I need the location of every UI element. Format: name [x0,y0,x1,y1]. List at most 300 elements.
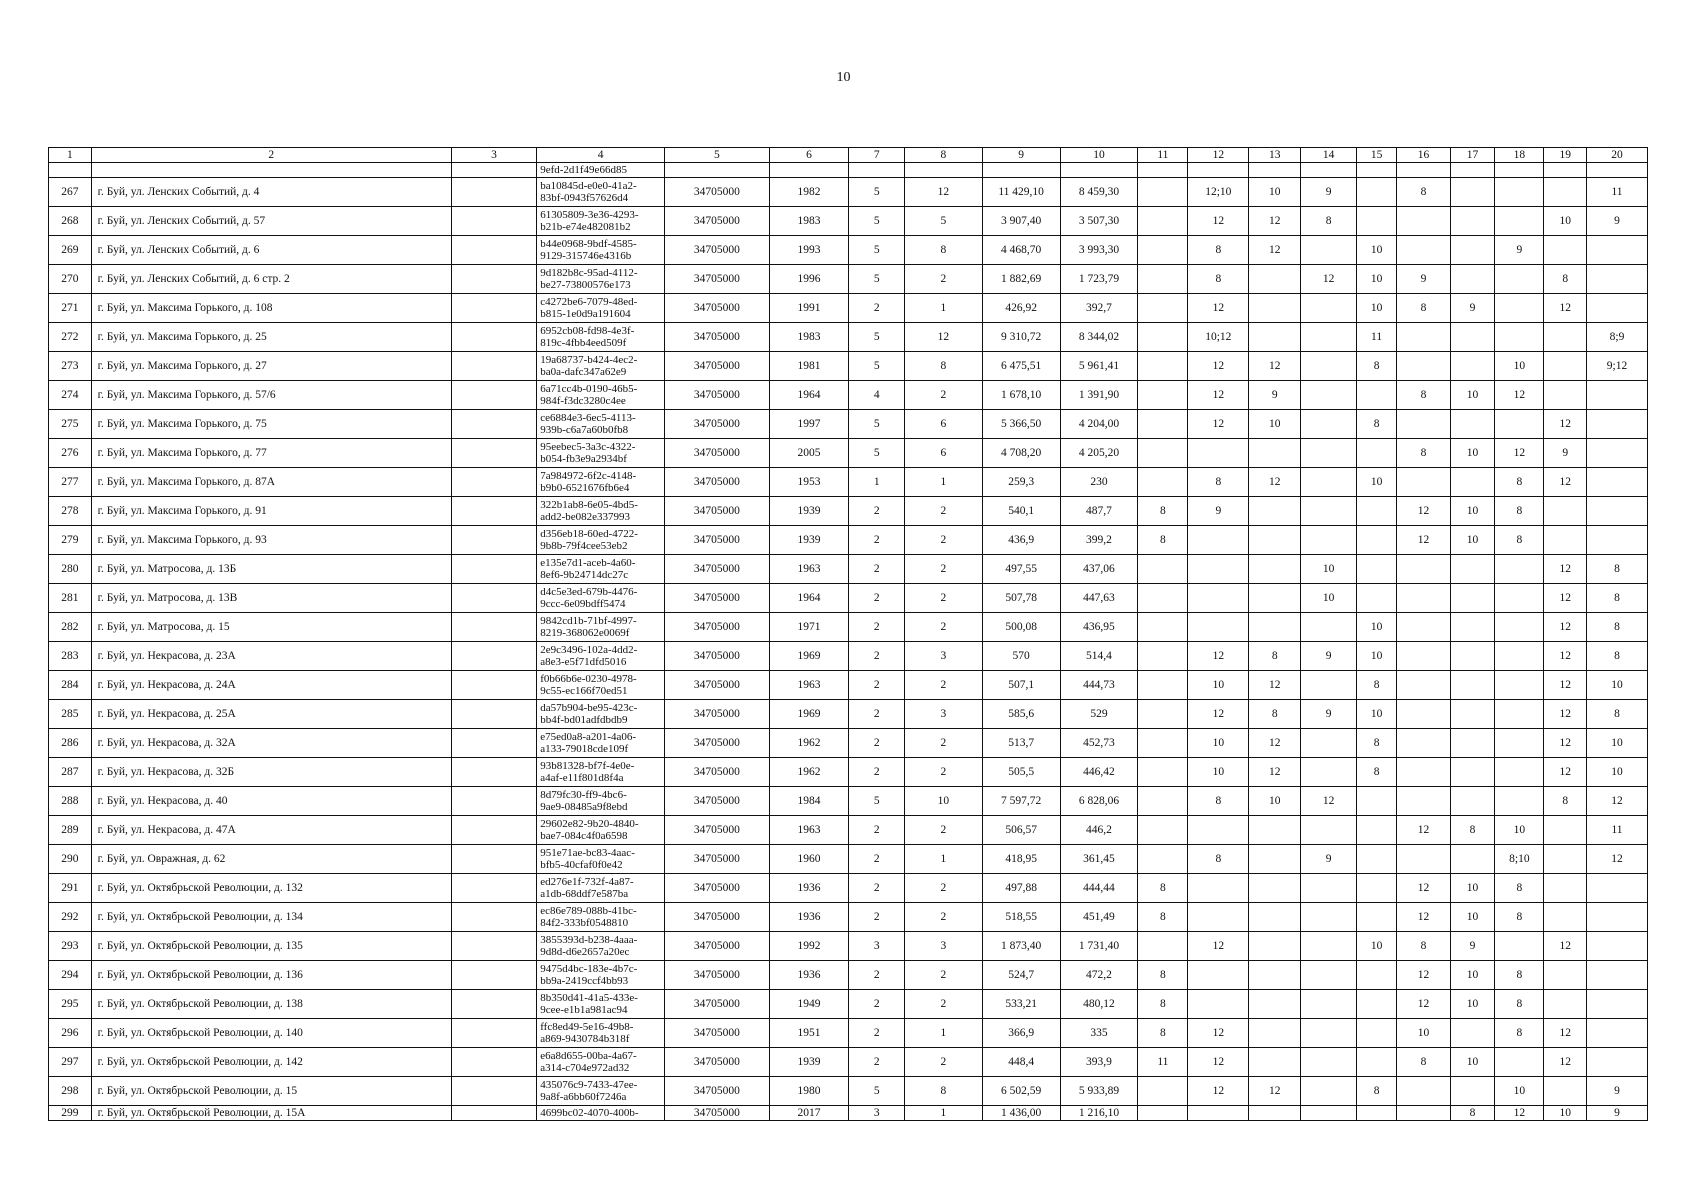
cell [1138,671,1188,700]
cell: 10 [1450,874,1495,903]
cell: 8 [1587,700,1648,729]
cell [1249,874,1301,903]
cell: 10 [1356,700,1397,729]
cell: 8 [1495,1019,1544,1048]
cell [1301,236,1356,265]
cell [1587,1048,1648,1077]
guid-line: bae7-084c4f0a6598 [540,830,628,842]
cell [1450,584,1495,613]
cell: 6 [904,410,982,439]
cell: 34705000 [665,178,769,207]
cell [1450,265,1495,294]
guid-line: 7a984972-6f2c-4148- [540,470,637,482]
cell [451,845,536,874]
column-header: 1 [49,148,92,163]
table-row [49,700,1648,729]
guid-line: d356eb18-60ed-4722- [540,528,638,540]
cell: 8 [1495,990,1544,1019]
guid-line: 95eebec5-3a3c-4322- [540,441,636,453]
row-number: 281 [49,584,92,613]
cell: 10;12 [1188,323,1249,352]
cell [1544,497,1587,526]
column-header: 11 [1138,148,1188,163]
guid-line: ba0a-dafc347a62e9 [540,366,627,378]
cell: 1960 [769,845,849,874]
cell [1138,584,1188,613]
cell [1249,1019,1301,1048]
cell: 8 [1138,903,1188,932]
cell [1397,729,1450,758]
cell [1397,1077,1450,1106]
cell: 34705000 [665,845,769,874]
guid-line: bb9a-2419ccf4bb93 [540,975,629,987]
cell: 3 [904,700,982,729]
row-number: 274 [49,381,92,410]
cell [451,410,536,439]
row-number: 275 [49,410,92,439]
guid-line: 61305809-3e36-4293- [540,209,639,221]
cell [1301,903,1356,932]
cell: 8 [1301,207,1356,236]
cell: 1971 [769,613,849,642]
guid-fragment: 9efd-2d1f49e66d85 [537,163,665,178]
cell: 8 [1397,932,1450,961]
cell: 533,21 [982,990,1060,1019]
guid-line: c4272be6-7079-48ed- [540,296,638,308]
cell: 5 [904,207,982,236]
guid-line: 9cee-e1b1a981ac94 [540,1004,628,1016]
cell: 8 [1397,1048,1450,1077]
guid-line: 9d8d-d6e2657a20ec [540,946,630,958]
table-row [49,352,1648,381]
cell [1356,1019,1397,1048]
cell [1249,555,1301,584]
table-row [49,961,1648,990]
cell [1495,207,1544,236]
row-number: 268 [49,207,92,236]
cell [1356,1106,1397,1121]
cell: 2 [849,758,904,787]
row-number: 287 [49,758,92,787]
cell: 11 [1587,816,1648,845]
cell: 1949 [769,990,849,1019]
cell [1138,207,1188,236]
guid-line: add2-be082e337993 [540,511,630,523]
row-number: 277 [49,468,92,497]
column-header: 15 [1356,148,1397,163]
cell: 505,5 [982,758,1060,787]
cell [451,294,536,323]
cell [1188,555,1249,584]
table-row [49,642,1648,671]
cell: 8 [1188,787,1249,816]
table-row [49,265,1648,294]
cell [1138,294,1188,323]
cell: 1963 [769,816,849,845]
cell [451,323,536,352]
cell [1249,816,1301,845]
cell: 10 [1495,352,1544,381]
address-cell: г. Буй, ул. Матросова, д. 15 [91,613,451,642]
cell: 10 [1450,439,1495,468]
cell: 1939 [769,526,849,555]
cell [1587,874,1648,903]
cell [1495,323,1544,352]
cell [451,439,536,468]
guid-line: 9b8b-79f4cee53eb2 [540,540,628,552]
cell: 12 [1249,207,1301,236]
table-row [49,758,1648,787]
cell [1301,323,1356,352]
cell: 12 [1544,729,1587,758]
cell: 9 [1587,1077,1648,1106]
cell [1587,526,1648,555]
cell [1356,816,1397,845]
cell [1249,439,1301,468]
cell [451,468,536,497]
cell [1356,207,1397,236]
cell: 1936 [769,874,849,903]
cell [1356,990,1397,1019]
cell: 12 [1301,787,1356,816]
cell [1249,323,1301,352]
address-cell: г. Буй, ул. Октябрьской Революции, д. 134 [91,903,451,932]
cell [1544,323,1587,352]
cell: 2 [849,1048,904,1077]
cell [451,874,536,903]
guid-cell [537,555,665,584]
cell [1587,294,1648,323]
column-header: 10 [1060,148,1138,163]
cell [1450,845,1495,874]
cell: 2 [904,816,982,845]
cell: 5 [849,787,904,816]
cell: 3 907,40 [982,207,1060,236]
cell: 34705000 [665,1048,769,1077]
cell [1356,903,1397,932]
row-number: 299 [49,1106,92,1121]
cell [1138,236,1188,265]
guid-line: e75ed0a8-a201-4a06- [540,731,637,743]
cell: 9 [1450,294,1495,323]
cell [1450,700,1495,729]
cell [1495,265,1544,294]
cell [1356,439,1397,468]
address-cell: г. Буй, ул. Октябрьской Революции, д. 142 [91,1048,451,1077]
cell [1397,613,1450,642]
cell [1450,352,1495,381]
guid-line: be27-73800576e173 [540,279,631,291]
cell: 2 [849,294,904,323]
cell [451,163,536,178]
cell [1450,671,1495,700]
cell: 2 [904,381,982,410]
guid-line: 9ccc-6e09bdff5474 [540,598,626,610]
cell: 9 [1397,265,1450,294]
cell: 9 [1301,178,1356,207]
row-number: 295 [49,990,92,1019]
cell [1544,352,1587,381]
cell [1301,352,1356,381]
cell: 8 [1249,700,1301,729]
cell: 12 [1397,497,1450,526]
table-body [49,163,1648,1121]
cell [1397,584,1450,613]
cell: 11 [1356,323,1397,352]
guid-cell [537,671,665,700]
cell [1397,410,1450,439]
cell: 12 [1544,642,1587,671]
cell: 1 731,40 [1060,932,1138,961]
cell: 12 [1249,758,1301,787]
cell: 1962 [769,729,849,758]
cell [1544,381,1587,410]
guid-line: 9ae9-08485a9f8ebd [540,801,628,813]
guid-line: e135e7d1-aceb-4a60- [540,557,636,569]
cell: 3 [904,932,982,961]
cell [451,497,536,526]
row-number: 272 [49,323,92,352]
cell: 12 [1544,468,1587,497]
cell: 1 [904,468,982,497]
cell [451,526,536,555]
column-header: 18 [1495,148,1544,163]
guid-cell [537,265,665,294]
cell [1495,555,1544,584]
cell: 12 [1544,555,1587,584]
cell [1249,1048,1301,1077]
cell [1301,1048,1356,1077]
address-cell: г. Буй, ул. Октябрьской Революции, д. 140 [91,1019,451,1048]
cell: 9 [1249,381,1301,410]
cell: 10 [1450,990,1495,1019]
cell [1450,207,1495,236]
row-number: 293 [49,932,92,961]
guid-line: 19a68737-b424-4ec2- [540,354,638,366]
cell: 12 [1249,236,1301,265]
cell [1450,178,1495,207]
guid-cell [537,207,665,236]
cell [1301,381,1356,410]
cell [1138,787,1188,816]
address-cell: г. Буй, ул. Максима Горького, д. 75 [91,410,451,439]
cell [1356,584,1397,613]
column-header: 6 [769,148,849,163]
cell: 5 961,41 [1060,352,1138,381]
column-header: 8 [904,148,982,163]
cell [1188,961,1249,990]
cell [1138,642,1188,671]
column-header: 4 [537,148,665,163]
cell: 34705000 [665,700,769,729]
row-number: 282 [49,613,92,642]
cell [1587,468,1648,497]
cell [451,816,536,845]
cell [1138,555,1188,584]
cell [1397,323,1450,352]
cell: 8 [1249,642,1301,671]
cell: 2 [904,584,982,613]
address-cell: г. Буй, ул. Октябрьской Революции, д. 135 [91,932,451,961]
cell [1495,584,1544,613]
cell [1397,236,1450,265]
cell: 10 [1249,410,1301,439]
cell: 436,95 [1060,613,1138,642]
cell: 12 [1397,874,1450,903]
cell: 8 [1544,265,1587,294]
cell: 1982 [769,178,849,207]
cell: 12 [1397,903,1450,932]
cell [1188,903,1249,932]
table-row [49,236,1648,265]
cell: 5 [849,265,904,294]
address-cell: г. Буй, ул. Некрасова, д. 24А [91,671,451,700]
cell: 34705000 [665,236,769,265]
table-row [49,1019,1648,1048]
cell [1495,613,1544,642]
cell: 8 459,30 [1060,178,1138,207]
cell: 513,7 [982,729,1060,758]
cell [1249,961,1301,990]
cell [1587,439,1648,468]
cell [1301,758,1356,787]
cell: 12 [1495,381,1544,410]
cell: 529 [1060,700,1138,729]
guid-cell [537,642,665,671]
address-cell: г. Буй, ул. Максима Горького, д. 87А [91,468,451,497]
row-number: 280 [49,555,92,584]
cell: 452,73 [1060,729,1138,758]
guid-line: a1db-68ddf7e587ba [540,888,629,900]
cell [1249,1106,1301,1121]
table-row [49,584,1648,613]
cell: 1939 [769,497,849,526]
row-number: 284 [49,671,92,700]
cell: 1936 [769,961,849,990]
guid-cell [537,294,665,323]
cell [1495,178,1544,207]
cell: 399,2 [1060,526,1138,555]
cell: 1984 [769,787,849,816]
column-header: 5 [665,148,769,163]
address-cell: г. Буй, ул. Некрасова, д. 40 [91,787,451,816]
cell: 12 [1495,1106,1544,1121]
cell [1356,787,1397,816]
cell: 8 [1397,381,1450,410]
cell [1301,294,1356,323]
cell: 446,42 [1060,758,1138,787]
cell: 3 [904,642,982,671]
column-header: 16 [1397,148,1450,163]
guid-line: a869-9430784b318f [540,1033,630,1045]
cell: 1 [904,1019,982,1048]
cell: 34705000 [665,294,769,323]
cell: 2 [904,874,982,903]
guid-line: b9b0-6521676fb6e4 [540,482,630,494]
cell [1544,816,1587,845]
cell: 12 [1188,1077,1249,1106]
guid-line: 6952cb08-fd98-4e3f- [540,325,635,337]
cell [1544,845,1587,874]
cell: 12 [1188,1048,1249,1077]
cell: 1993 [769,236,849,265]
column-header: 3 [451,148,536,163]
cell: 8 [1587,555,1648,584]
row-number: 269 [49,236,92,265]
table-row [49,613,1648,642]
address-cell: г. Буй, ул. Максима Горького, д. 91 [91,497,451,526]
cell [1495,671,1544,700]
cell: 12 [1495,439,1544,468]
cell: 2 [849,584,904,613]
cell: 34705000 [665,323,769,352]
cell: 34705000 [665,555,769,584]
cell [1397,700,1450,729]
cell: 1939 [769,1048,849,1077]
cell: 5 [849,236,904,265]
page-number: 10 [836,70,851,85]
guid-line: 322b1ab8-6e05-4bd5- [540,499,638,511]
cell [1397,787,1450,816]
cell: 12 [1544,1019,1587,1048]
cell [1397,1106,1450,1121]
guid-cell [537,1048,665,1077]
cell [1397,671,1450,700]
cell: 10 [1450,497,1495,526]
cell: 34705000 [665,381,769,410]
cell: 1962 [769,758,849,787]
cell: 447,63 [1060,584,1138,613]
cell: 1983 [769,207,849,236]
cell: 366,9 [982,1019,1060,1048]
cell: 6 828,06 [1060,787,1138,816]
cell: 10 [1544,1106,1587,1121]
cell: 8 [1356,1077,1397,1106]
cell [1495,729,1544,758]
cell: 12 [1544,700,1587,729]
guid-cell [537,903,665,932]
cell: 8 [1138,526,1188,555]
cell: 393,9 [1060,1048,1138,1077]
cell: 1953 [769,468,849,497]
cell [91,163,451,178]
cell: 1969 [769,642,849,671]
cell: 507,1 [982,671,1060,700]
cell: 10 [1188,758,1249,787]
cell [1397,758,1450,787]
cell: 10 [1249,787,1301,816]
cell: 3 993,30 [1060,236,1138,265]
guid-line: a4af-e11f801d8f4a [540,772,624,784]
cell [451,613,536,642]
cell [1301,990,1356,1019]
cell: 2 [849,497,904,526]
cell [1301,410,1356,439]
cell [1544,236,1587,265]
cell [1138,729,1188,758]
row-number: 279 [49,526,92,555]
cell: 12 [1544,932,1587,961]
cell: 6 [904,439,982,468]
cell: 34705000 [665,1019,769,1048]
cell [1188,439,1249,468]
cell: 8 [1397,294,1450,323]
cell [1356,381,1397,410]
cell: 259,3 [982,468,1060,497]
table-row [49,178,1648,207]
cell: 5 [849,1077,904,1106]
cell: 2 [904,758,982,787]
